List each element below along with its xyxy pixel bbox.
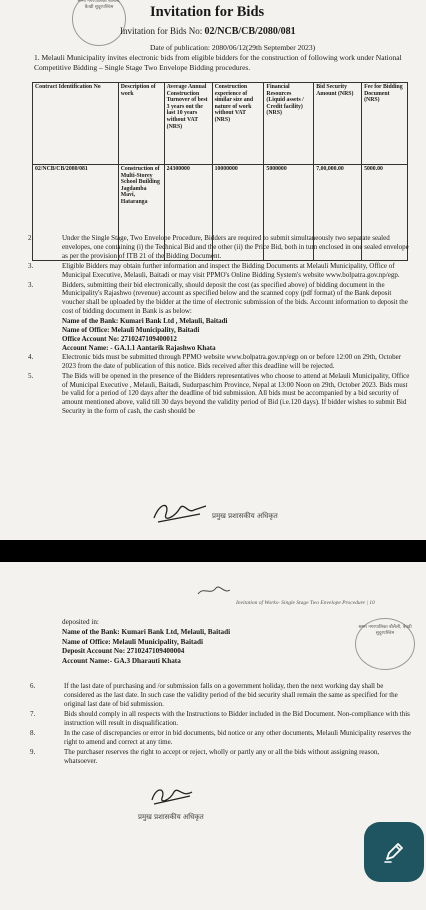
- publication-date: Date of publication: 2080/06/12(29th September 2023): [150, 43, 316, 52]
- page-header: Invitation of Works- Single Stage Two Envelope Procedure | 10: [236, 600, 375, 606]
- clause-6: 6. If the last date of purchasing and /or submission falls on a government holiday, then the next working day shall be considered as the last date. In such case the validity period of the bid security shall remain the same as specified for the original last date of bid submission.: [30, 682, 398, 708]
- signature: [148, 784, 196, 808]
- table-header: Contract Identification No: [33, 83, 119, 165]
- table-header: Bid Security Amount (NRS): [314, 83, 362, 165]
- table-header: Average Annual Construction Turnover of best 3 years out the last 10 years without VAT (NRS): [164, 83, 212, 165]
- clause-8: 8. In the case of discrepancies or error in bid documents, bid notice or any other documents, Melauli Municipality reserves the right to amend and correct at any time.: [30, 729, 411, 746]
- intro-paragraph: 1. Melauli Municipality invites electronic bids from eligible bidders for the construction of following work under National Competitive Bidding – Single Stage Two Envelope Bidding procedures.: [34, 53, 402, 72]
- edit-button[interactable]: [364, 822, 424, 882]
- table-header: Financial Resources (Liquid assets / Credit facility) (NRS): [264, 83, 314, 165]
- table-cell: 24300000: [164, 165, 212, 261]
- initials: [196, 584, 232, 598]
- table-cell: 5000.00: [362, 165, 408, 261]
- document-page-2: [0, 562, 426, 910]
- table-cell: 02/NCB/CB/2080/081: [33, 165, 119, 261]
- table-cell: 7,00,000.00: [314, 165, 362, 261]
- municipality-stamp: श्रम्मा नगरपालिका बौलैली, बैतडी सुदूरपश्चिम: [72, 0, 126, 46]
- table-cell: 5000000: [264, 165, 314, 261]
- clause-9: 9. The purchaser reserves the right to accept or reject, wholly or partly any or all the bids without assigning reason, whatsoever.: [30, 748, 380, 765]
- clause-7: 7. Bids should comply in all respects with the Instructions to Bidder included in the Bid Document. Non-compliance with this instruction will result in disqualification.: [30, 710, 410, 727]
- signature-caption: प्रमुख प्रशासकीय अधिकृत: [212, 512, 278, 520]
- bank-details: Name of the Bank: Kumari Bank Ltd , Melauli, Baitadi Name of Office: Melauli Municipality, Baitadi Office Account No: 2710247109400012 Account Name: - GA.1.1 Aantarik Rajashwo Khata: [62, 317, 228, 352]
- table-header: Construction experience of similar size and nature of work without VAT (NRS): [212, 83, 264, 165]
- table-cell: 10000000: [212, 165, 264, 261]
- signature: [150, 500, 210, 526]
- bid-number: Invitation for Bids No: 02/NCB/CB/2080/081: [120, 26, 296, 37]
- clause-5: 5. The Bids will be opened in the presence of the Bidders representatives who choose to attend at Melauli Municipality, Office of Municipal Executive , Melauli, Baitadi, Sudurpaschim Province, Nepal at 13:00 Noon on 29th, October 2023. Bids must be valid for a period of 120 days after the deadline of bid submission. All bids must be accompanied by a bid security of amount mentioned above, valid till 30 days beyond the validity period of Bid (i.e.120 days). If bidder wishes to submit Bid Security in the form of cash, the cash should be: [28, 371, 410, 416]
- clause-2: 2. Under the Single Stage, Two Envelope Procedure, Bidders are required to submit simultaneously two separate sealed envelopes, one containing (i) the Technical Bid and the other (ii) the Price Bid, both in turn enclosed in one sealed envelope as per the provision of ITB 21 of the Bidding Document.: [28, 234, 409, 260]
- page-gap: [0, 540, 426, 562]
- municipality-stamp: श्रम्मा नगरपालिका बौलैली, बैतडी सुदूरपश्चिम: [355, 618, 415, 670]
- edit-pen-icon: [381, 839, 407, 865]
- table-cell: Construction of Multi-Storey School Building Jagdamba Mavi, Hataranga: [118, 165, 164, 261]
- clause-3b: 3. Bidders, submitting their bid electronically, should deposit the cost (as specified above) of bidding document in the Municipality's Rajashwo (revenue) account as specified below and the scanned copy (pdf format) of the Bank deposit voucher shall be uploaded by the bidder at the time of electronic submission of the bids. Account information to deposit the cost of bidding document in Bank is as below:: [28, 280, 408, 316]
- clauses-page-2: [30, 682, 412, 767]
- clauses-page-1: [28, 234, 412, 417]
- table-header-row: [33, 83, 408, 165]
- clause-3: 3. Eligible Bidders may obtain further information and inspect the Bidding Documents at Melauli Municipality, Office of Municipal Executive, Melauli, Baitadi or may visit PPMO's Online Bidding System's website www.bolpatra.gov.np/egp.: [28, 261, 400, 279]
- clause-4: 4. Electronic bids must be submitted through PPMO website www.bolpatra.gov.np/egp on or before 12:00 on 29th, October 2023 from the date of publication of this notice. Bids received after this deadline will be rejected.: [28, 352, 402, 370]
- signature-caption: प्रमुख प्रशासकीय अधिकृत: [138, 813, 204, 821]
- document-title: Invitation for Bids: [150, 4, 265, 20]
- table-header: Description of work: [118, 83, 164, 165]
- table-header: Fee for Bidding Document (NRS): [362, 83, 408, 165]
- deposit-details: deposited in: Name of the Bank: Kumari Bank Ltd, Melauli, Baitadi Name of Office: Melauli Municipality, Baitadi Deposit Account No: 2710247109400004 Account Name:- GA.3 Dharauti Khata: [62, 618, 231, 666]
